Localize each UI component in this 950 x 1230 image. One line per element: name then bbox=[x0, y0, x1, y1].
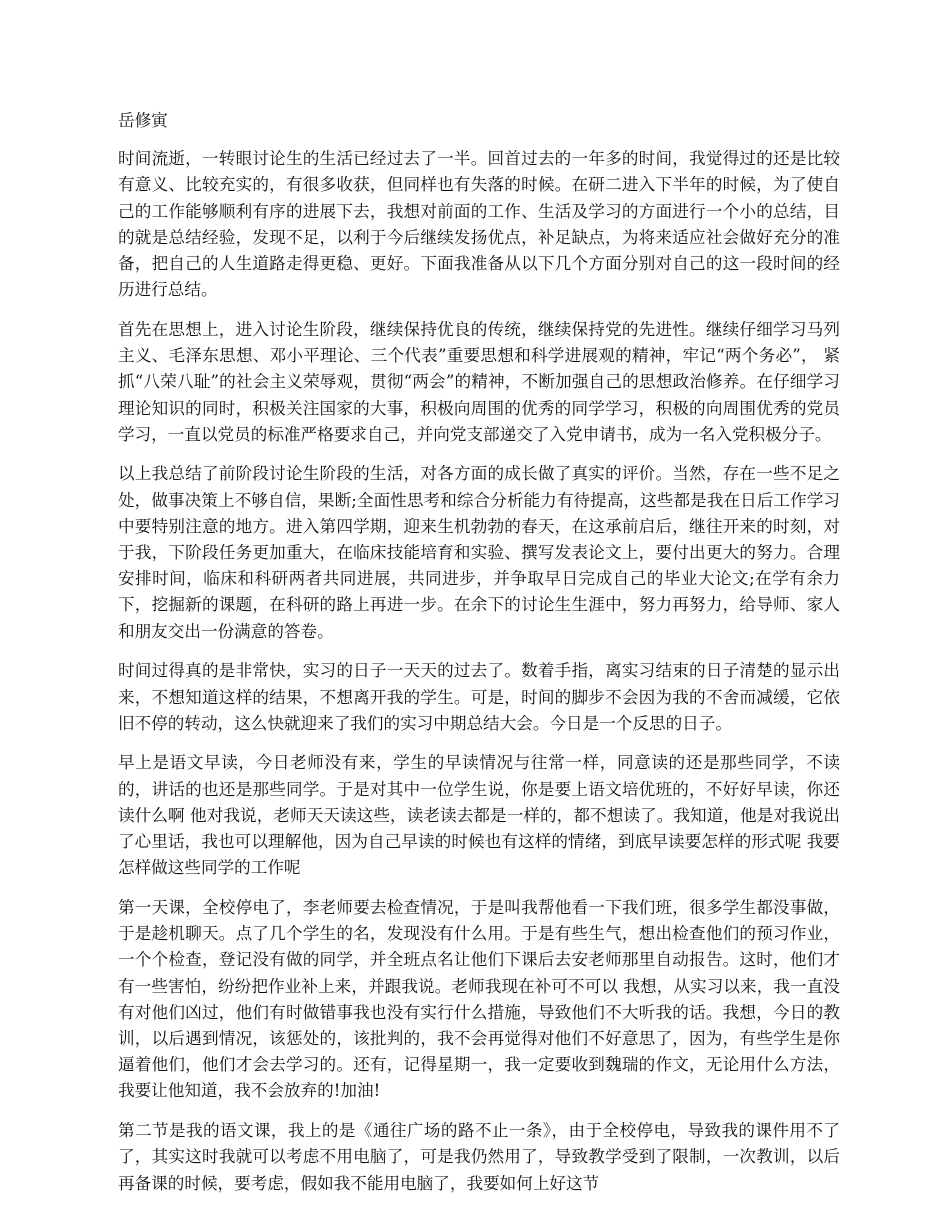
author-name: 岳修寅 bbox=[118, 111, 168, 130]
paragraph-second-class: 第二节是我的语文课，我上的是《通往广场的路不止一条》，由于全校停电，导致我的课件用不了了，其实这时我就可以考虑不用电脑了，可是我仍然用了，导致教学受到了限制，一次教训，以后再备课的时候，要考虑，假如我不能用电脑了，我要如何上好这节 bbox=[118, 1121, 840, 1193]
paragraph-intro: 时间流逝，一转眼讨论生的生活已经过去了一半。回首过去的一年多的时间，我觉得过的还是比较有意义、比较充实的，有很多收获，但同样也有失落的时候。在研二进入下半年的时候，为了使自己的工作能够顺利有序的进展下去，我想对前面的工作、生活及学习的方面进行一个小的总结，目的就是总结经验，发现不足，以利于今后继续发扬优点，补足缺点，为将来适应社会做好充分的准备，把自己的人生道路走得更稳、更好。下面我准备从以下几个方面分别对自己的这一段时间的经历进行总结。 bbox=[118, 149, 840, 300]
paragraph-morning-reading: 早上是语文早读，今日老师没有来，学生的早读情况与往常一样，同意读的还是那些同学，不读的，讲话的也还是那些同学。于是对其中一位学生说，你是要上语文培优班的，不好好早读，你还读什么啊 他对我说，老师天天读这些，读老读去都是一样的，都不想读了。我知道，他是对我说出了心里话，我也可以理解他，因为自己早读的时候也有这样的情绪，到底早读要怎样的形式呢 我要怎样做这些同学的工作呢 bbox=[118, 753, 840, 878]
paragraph-first-class: 第一天课，全校停电了，李老师要去检查情况，于是叫我帮他看一下我们班，很多学生都没事做，于是趁机聊天。点了几个学生的名，发现没有什么用。于是有些生气，想出检查他们的预习作业，一个个检查，登记没有做的同学，并全班点名让他们下课后去安老师那里自动报告。这时，他们才有一些害怕，纷纷把作业补上来，并跟我说。老师我现在补可不可以 我想，从实习以来，我一直没有对他们凶过，他们有时做错事我也没有实行什么措施，导致他们不大听我的话。我想，今日的教训，以后遇到情况，该惩处的，该批判的，我不会再觉得对他们不好意思了，因为，有些学生是你逼着他们，他们才会去学习的。还有，记得星期一，我一定要收到魏瑞的作文，无论用什么方法，我要让他知道，我不会放弃的!加油! bbox=[118, 897, 840, 1101]
paragraph-internship: 时间过得真的是非常快，实习的日子一天天的过去了。数着手指，离实习结束的日子清楚的显示出来，不想知道这样的结果，不想离开我的学生。可是，时间的脚步不会因为我的不舍而减缓，它依旧不停的转动，这么快就迎来了我们的实习中期总结大会。今日是一个反思的日子。 bbox=[118, 661, 840, 733]
paragraph-thought: 首先在思想上，进入讨论生阶段，继续保持优良的传统，继续保持党的先进性。继续仔细学习马列主义、毛泽东思想、邓小平理论、三个代表”重要思想和科学进展观的精神，牢记“两个务必”， 紧抓“八荣八耻”的社会主义荣辱观，贯彻“两会”的精神，不断加强自己的思想政治修养。在仔细学习理论知识的同时，积极关注国家的大事，积极向周围的优秀的同学学习，积极的向周围优秀的党员学习，一直以党员的标准严格要求自己，并向党支部递交了入党申请书，成为一名入党积极分子。 bbox=[118, 319, 840, 444]
paragraph-summary: 以上我总结了前阶段讨论生阶段的生活，对各方面的成长做了真实的评价。当然，存在一些不足之处，做事决策上不够自信，果断;全面性思考和综合分析能力有待提高，这些都是我在日后工作学习中要特别注意的地方。进入第四学期，迎来生机勃勃的春天，在这承前启后，继往开来的时刻，对于我，下阶段任务更加重大，在临床技能培育和实验、撰写发表论文上，要付出更大的努力。合理安排时间，临床和科研两者共同进展，共同进步，并争取早日完成自己的毕业大论文;在学有余力下，挖掘新的课题，在科研的路上再进一步。在余下的讨论生生涯中，努力再努力，给导师、家人和朋友交出一份满意的答卷。 bbox=[118, 464, 840, 641]
document-page bbox=[118, 108, 840, 1210]
